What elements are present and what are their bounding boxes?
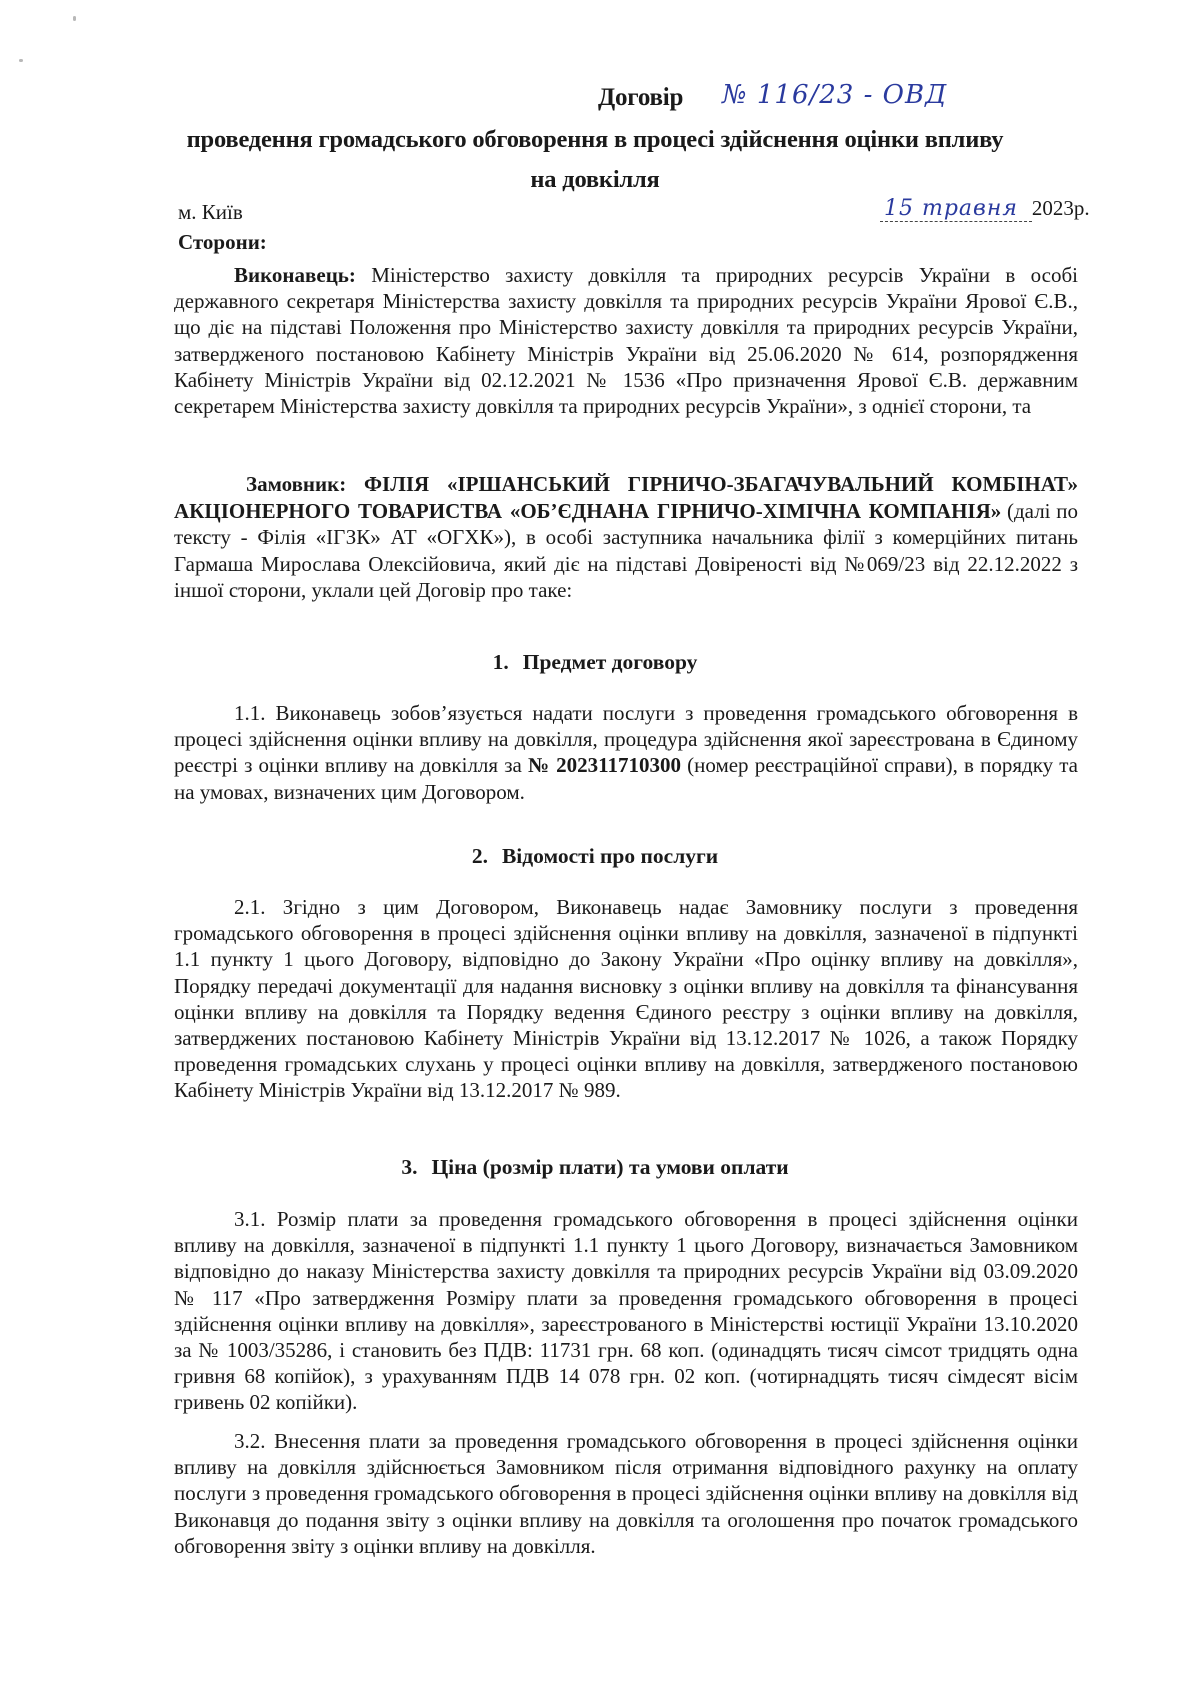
date-year: 2023р. [1031, 196, 1090, 220]
handwritten-date: 15 травня [880, 197, 1032, 222]
customer-text: (далі по тексту - Філія «ІГЗК» АТ «ОГХК»), в особі заступника начальника філії з комерційних питань Гармаша Мирослава Олексійовича, який діє на підставі Довіреності від №069/23 від 22.12.2022 з іншої сторони, уклали цей Договір про таке: [174, 498, 1078, 603]
section-title: Предмет договору [522, 650, 698, 674]
clause-3-2: 3.2. Внесення плати за проведення громадського обговорення в процесі здійснення оцінки впливу на довкілля здійснюється Замовником після отримання відповідного рахунку на оплату послуги з проведення громадського обговорення в процесі здійснення оцінки впливу на довкілля від Виконавця до подання звіту з оцінки впливу на довкілля та оголошення про початок громадського обговорення звіту з оцінки впливу на довкілля. [174, 1429, 1078, 1558]
scan-speck [19, 59, 23, 62]
contract-title: Договір [598, 84, 684, 111]
executor-paragraph [174, 262, 1078, 419]
parties-label: Сторони: [178, 230, 267, 254]
contract-subtitle-line-1: проведення громадського обговорення в процесі здійснення оцінки впливу [186, 126, 1004, 153]
section-heading-subject [0, 650, 1190, 675]
clause-2-1: 2.1. Згідно з цим Договором, Виконавець надає Замовнику послуги з проведення громадського обговорення в процесі здійснення оцінки впливу на довкілля, зазначеної в підпункті 1.1 пункту 1 цього Договору, відповідно до Закону України «Про оцінку впливу на довкілля», Порядку передачі документації для надання висновку з оцінки впливу на довкілля та фінансування оцінки впливу на довкілля та Порядку ведення Єдиного реєстру з оцінки впливу на довкілля, затверджених постановою Кабінету Міністрів України від 13.12.2017 № 1026, а також Порядку проведення громадських слухань у процесі оцінки впливу на довкілля, затвердженого постановою Кабінету Міністрів України від 13.12.2017 № 989. [174, 895, 1078, 1103]
contract-date [880, 196, 1090, 222]
section-number: 2. [471, 844, 488, 868]
contract-subtitle-line-2: на довкілля [530, 166, 660, 193]
customer-paragraph [174, 471, 1078, 604]
scan-speck [73, 16, 76, 21]
clause-text: (номер реєстраційної справи), в порядку та на умовах, визначених цим Договором. [174, 753, 1078, 804]
handwritten-contract-number: № 116/23 - ОВД [722, 80, 948, 110]
city-of-signing: м. Київ [178, 200, 243, 224]
section-number: 1. [492, 650, 509, 674]
section-title: Відомості про послуги [501, 844, 719, 868]
clause-3-1: 3.1. Розмір плати за проведення громадського обговорення в процесі здійснення оцінки впливу на довкілля, зазначеної в підпункті 1.1 пункту 1 цього Договору, визначається Замовником відповідно до наказу Міністерства захисту довкілля та природних ресурсів України від 03.09.2020 № 117 «Про затвердження Розміру плати за проведення громадського обговорення в процесі здійснення оцінки впливу на довкілля», зареєстрованого в Міністерстві юстиції України 13.10.2020 за № 1003/35286, і становить без ПДВ: 11731 грн. 68 коп. (одинадцять тисяч сімсот тридцять одна гривня 68 копійок), з урахуванням ПДВ 14 078 грн. 02 коп. (чотирнадцять тисяч сімдесят вісім гривень 02 копійки). [174, 1207, 1078, 1415]
customer-label: Замовник: [246, 472, 347, 496]
clause-text: 1.1. Виконавець зобов’язується надати послуги з проведення громадського обговорення в процесі здійснення оцінки впливу на довкілля, процедура здійснення якої зареєстрована в Єдиному реєстрі з оцінки впливу на довкілля за [174, 701, 1078, 778]
executor-label: Виконавець: [234, 263, 356, 287]
registration-number: № 202311710300 [527, 753, 681, 778]
section-title: Ціна (розмір плати) та умови оплати [431, 1155, 789, 1179]
section-heading-services [0, 844, 1190, 869]
customer-company-name: ФІЛІЯ «ІРШАНСЬКИЙ ГІРНИЧО-ЗБАГАЧУВАЛЬНИЙ КОМБІНАТ» АКЦІОНЕРНОГО ТОВАРИСТВА «ОБ’ЄДНАНА ГІРНИЧО-ХІМІЧНА КОМПАНІЯ» [174, 472, 1078, 523]
section-heading-price [0, 1155, 1190, 1180]
section-number: 3. [401, 1155, 418, 1179]
executor-text: Міністерство захисту довкілля та природних ресурсів України в особі державного секретаря Міністерства захисту довкілля та природних ресурсів України Ярової Є.В., що діє на підставі Положення про Міністерство захисту довкілля та природних ресурсів України, затвердженого постановою Кабінету Міністрів України від 25.06.2020 № 614, розпорядження Кабінету Міністрів України від 02.12.2021 № 1536 «Про призначення Ярової Є.В. державним секретарем Міністерства захисту довкілля та природних ресурсів України», з однієї сторони, та [174, 263, 1078, 419]
clause-1-1 [174, 700, 1078, 805]
